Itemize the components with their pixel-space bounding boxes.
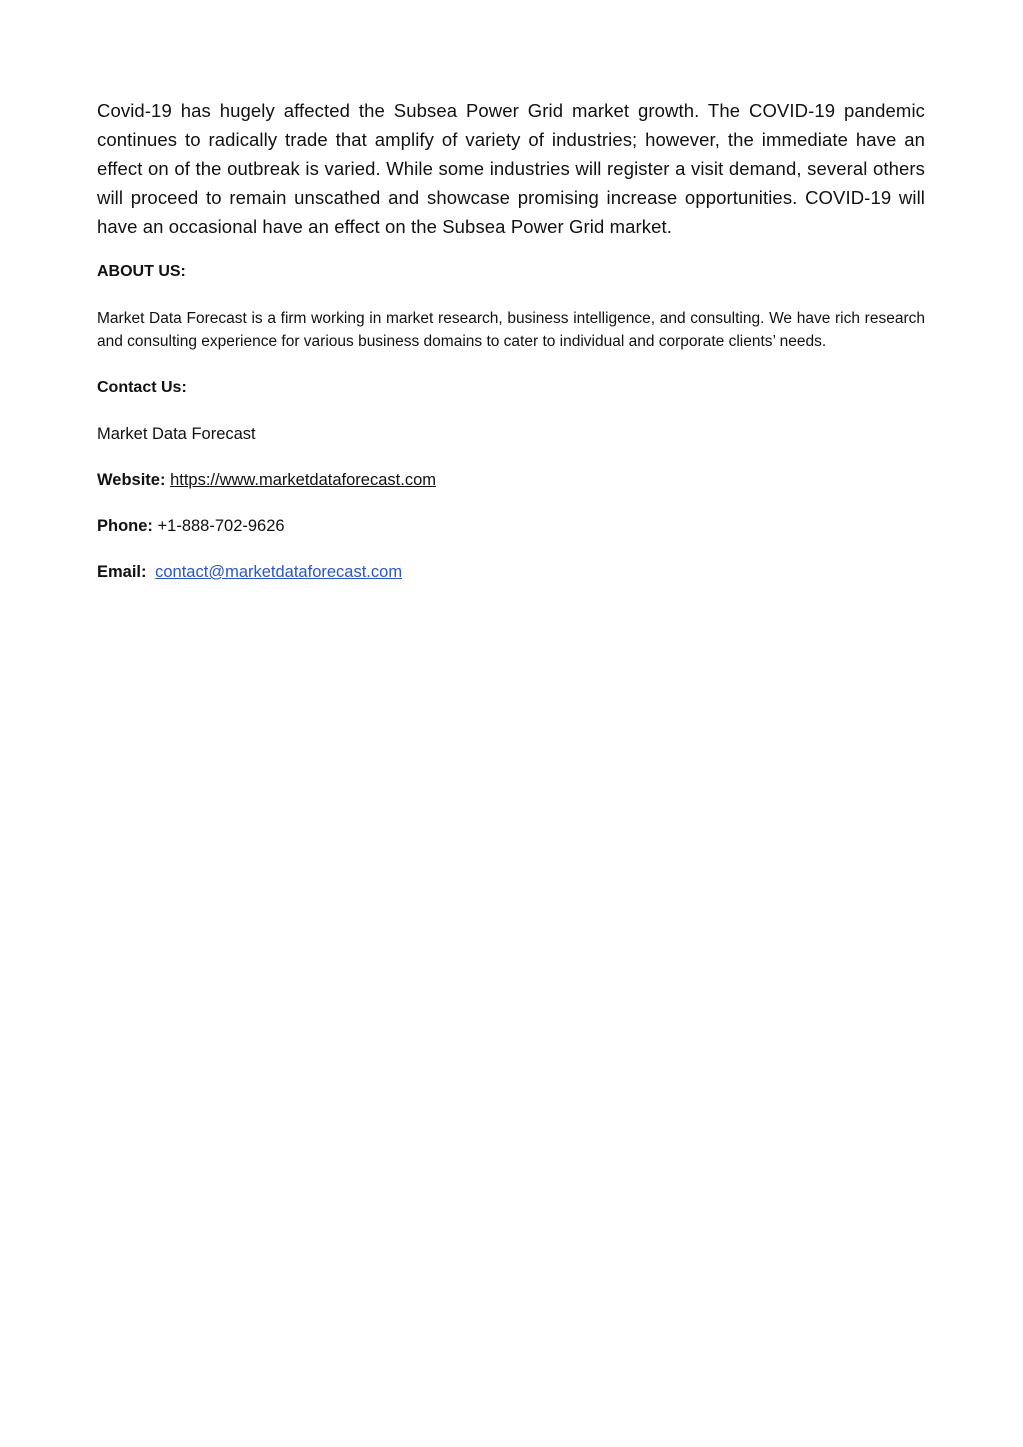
document-page [97, 96, 925, 583]
website-label: Website: [97, 471, 166, 489]
about-us-paragraph: Market Data Forecast is a firm working in market research, business intelligence, and consulting. We have rich research and consulting experience for various business domains to cater to individual and corporate clients’ needs. [97, 310, 925, 350]
phone-label: Phone: [97, 517, 153, 535]
intro-paragraph: Covid-19 has hugely affected the Subsea Power Grid market growth. The COVID-19 pandemic continues to radically trade that amplify of variety of industries; however, the immediate have an effect on of the outbreak is varied. While some industries will register a visit demand, several others will proceed to remain unscathed and showcase promising increase opportunities. COVID-19 will have an occasional have an effect on the Subsea Power Grid market. [97, 100, 925, 237]
phone-line [97, 515, 925, 537]
phone-number: +1-888-702-9626 [157, 517, 285, 535]
contact-us-heading: Contact Us: [97, 379, 187, 396]
email-link[interactable]: contact@marketdataforecast.com [155, 563, 403, 581]
website-link[interactable]: https://www.marketdataforecast.com [170, 471, 436, 489]
email-line [97, 561, 925, 583]
email-label: Email: [97, 563, 147, 581]
website-line [97, 469, 925, 491]
about-us-heading: ABOUT US: [97, 263, 186, 280]
company-name: Market Data Forecast [97, 425, 256, 443]
